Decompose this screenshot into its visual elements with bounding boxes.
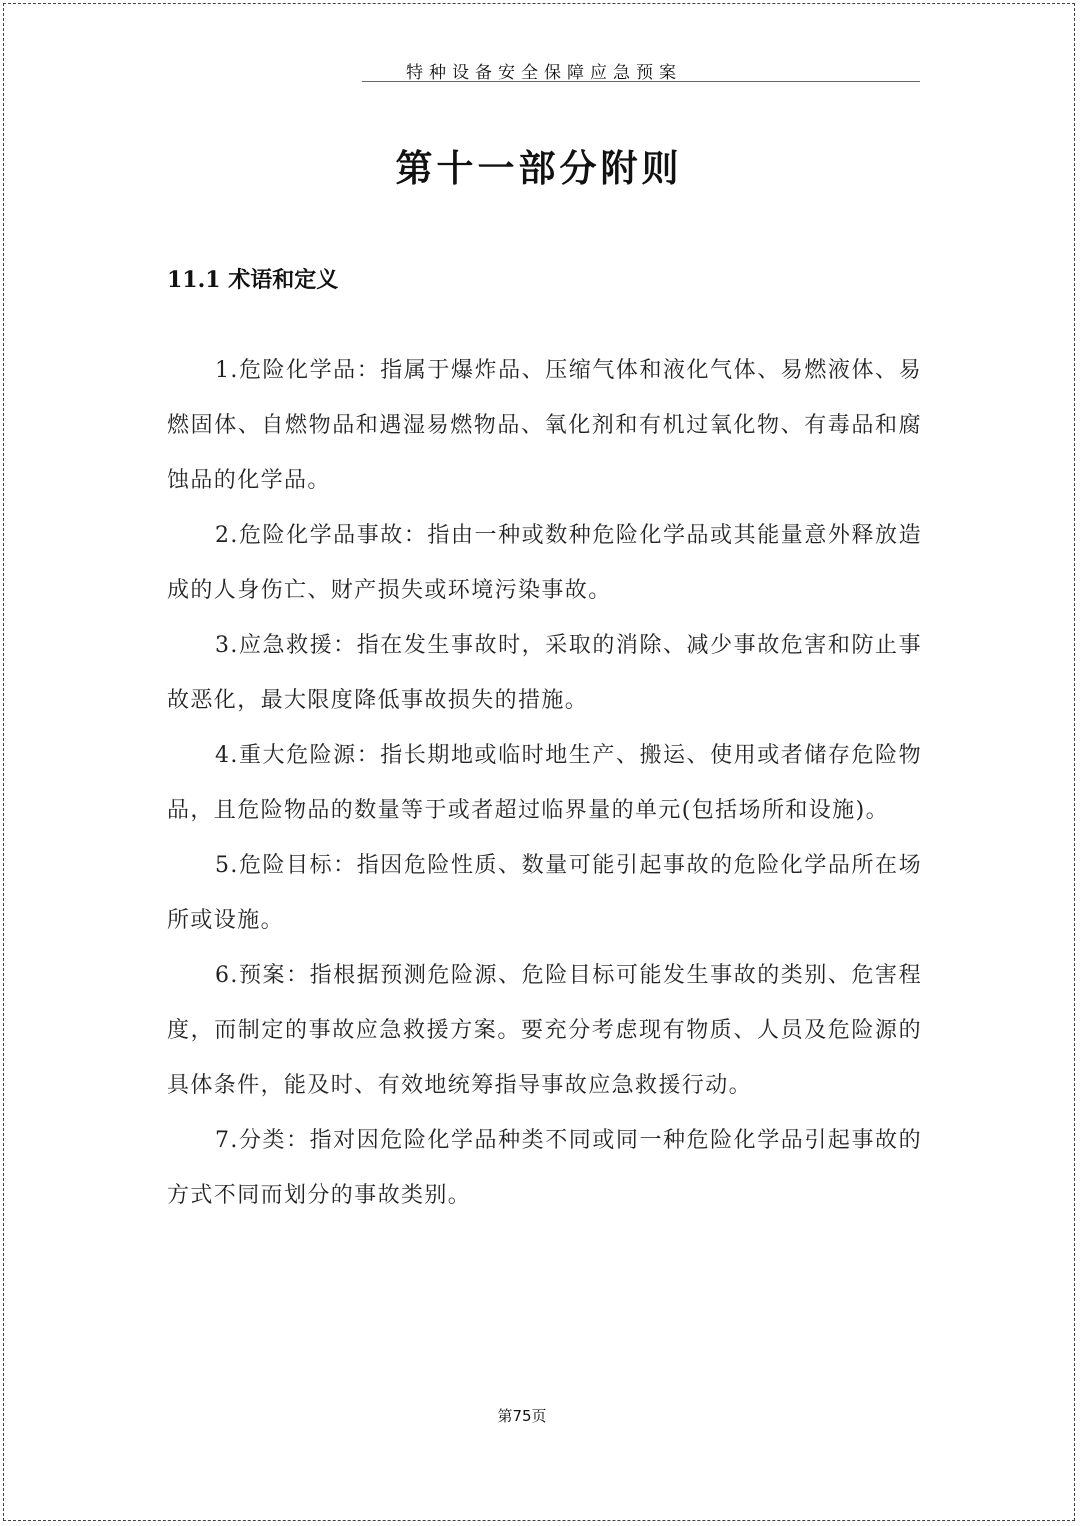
definition-paragraph: 2.危险化学品事故：指由一种或数种危险化学品或其能量意外释放造成的人身伤亡、财产损失或环境污染事故。 — [167, 523, 922, 603]
definition-paragraph: 3.应急救援：指在发生事故时，采取的消除、减少事故危害和防止事故恶化，最大限度降低事故损失的措施。 — [167, 633, 922, 713]
definition-paragraph: 4.重大危险源：指长期地或临时地生产、搬运、使用或者储存危险物品，且危险物品的数量等于或者超过临界量的单元(包括场所和设施)。 — [167, 743, 922, 823]
page-title: 第十一部分附则 — [395, 146, 683, 190]
header-rule — [362, 81, 920, 82]
page-number: 第75页 — [497, 1407, 547, 1425]
section-heading: 11.1 术语和定义 — [167, 267, 339, 293]
running-header: 特种设备安全保障应急预案 — [406, 63, 682, 83]
definition-paragraph: 1.危险化学品：指属于爆炸品、压缩气体和液化气体、易燃液体、易燃固体、自燃物品和遇湿易燃物品、氧化剂和有机过氧化物、有毒品和腐蚀品的化学品。 — [167, 358, 922, 493]
definition-paragraph: 7.分类：指对因危险化学品种类不同或同一种危险化学品引起事故的方式不同而划分的事故类别。 — [167, 1128, 922, 1208]
definition-paragraph: 5.危险目标：指因危险性质、数量可能引起事故的危险化学品所在场所或设施。 — [167, 853, 922, 933]
definitions-body — [167, 343, 922, 1223]
definition-paragraph: 6.预案：指根据预测危险源、危险目标可能发生事故的类别、危害程度，而制定的事故应急救援方案。要充分考虑现有物质、人员及危险源的具体条件，能及时、有效地统筹指导事故应急救援行动。 — [167, 963, 922, 1098]
